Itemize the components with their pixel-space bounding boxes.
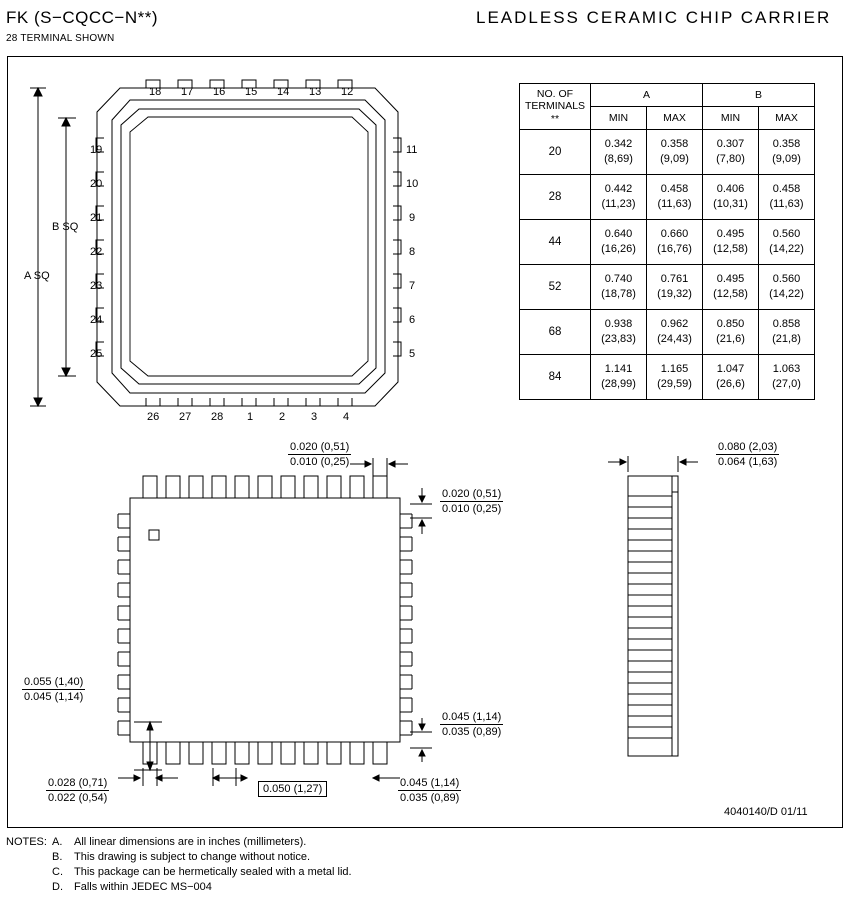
notes-block	[6, 836, 352, 896]
cell-b-max: 0.560 (14,22)	[759, 220, 815, 265]
cell-terminals: 52	[520, 265, 591, 310]
pin-label-right-10: 10	[406, 178, 419, 190]
drawing-number: 4040140/D 01/11	[724, 806, 808, 818]
cell-b-max: 0.560 (14,22)	[759, 265, 815, 310]
cell-a-max: 0.962 (24,43)	[647, 310, 703, 355]
table-header-terminals: NO. OF TERMINALS **	[520, 84, 591, 130]
table-row	[520, 355, 815, 400]
cell-a-min: 0.740 (18,78)	[591, 265, 647, 310]
cell-b-max: 0.358 (9,09)	[759, 130, 815, 175]
cell-terminals: 84	[520, 355, 591, 400]
table-header-group-b: B	[703, 84, 815, 107]
pin-label-bottom-27: 27	[179, 411, 192, 423]
pin-label-top-15: 15	[245, 86, 258, 98]
pin-label-bottom-4: 4	[343, 411, 350, 423]
table-subheader-b-min: MIN	[703, 107, 759, 130]
note-text: Falls within JEDEC MS−004	[74, 881, 212, 893]
pin-label-top-14: 14	[277, 86, 290, 98]
pin-label-right-11: 11	[406, 144, 418, 156]
page-subtitle: 28 TERMINAL SHOWN	[6, 33, 115, 44]
pin-label-right-9: 9	[409, 212, 416, 224]
package-type-title: LEADLESS CERAMIC CHIP CARRIER	[476, 8, 832, 27]
pin-label-bottom-28: 28	[211, 411, 224, 423]
note-key: D.	[52, 881, 63, 893]
pin-label-right-7: 7	[409, 280, 416, 292]
pin-label-right-6: 6	[409, 314, 416, 326]
cell-a-max: 0.358 (9,09)	[647, 130, 703, 175]
note-key: C.	[52, 866, 63, 878]
dimension-bottom-terminal-width: $\frac{0.028 (0,71)}{0.022 (0,54)}$	[48, 777, 108, 804]
cell-b-min: 1.047 (26,6)	[703, 355, 759, 400]
dimension-label-a-sq: A SQ	[24, 270, 50, 282]
cell-a-min: 0.442 (11,23)	[591, 175, 647, 220]
pin-label-right-8: 8	[409, 246, 416, 258]
side-view-drawing	[620, 456, 820, 776]
dimension-bottom-right-terminal: $\frac{0.045 (1,14)}{0.035 (0,89)}$	[400, 777, 460, 804]
pin-label-top-17: 17	[181, 86, 194, 98]
cell-terminals: 20	[520, 130, 591, 175]
cell-b-min: 0.307 (7,80)	[703, 130, 759, 175]
cell-b-min: 0.495 (12,58)	[703, 265, 759, 310]
cell-terminals: 44	[520, 220, 591, 265]
cell-a-min: 0.342 (8,69)	[591, 130, 647, 175]
pin-label-left-25: 25	[90, 348, 103, 360]
pin-label-left-20: 20	[90, 178, 103, 190]
dimension-table	[519, 83, 815, 400]
cell-b-max: 0.458 (11,63)	[759, 175, 815, 220]
note-text: This drawing is subject to change without notice.	[74, 851, 311, 863]
table-header-row	[520, 84, 815, 107]
pin-label-left-21: 21	[90, 212, 103, 224]
pin-label-left-22: 22	[90, 246, 103, 258]
table-subheader-b-max: MAX	[759, 107, 815, 130]
table-header-group-a: A	[591, 84, 703, 107]
cell-b-min: 0.406 (10,31)	[703, 175, 759, 220]
dimension-right-terminal-height: $\frac{0.045 (1,14)}{0.035 (0,89)}$	[442, 711, 502, 738]
note-text: All linear dimensions are in inches (millimeters).	[74, 836, 307, 848]
dimension-terminal-width-2: $\frac{0.020 (0,51)}{0.010 (0,25)}$	[442, 488, 502, 515]
note-key: B.	[52, 851, 63, 863]
note-text: This package can be hermetically sealed with a metal lid.	[74, 866, 352, 878]
notes-label: NOTES:	[6, 836, 47, 848]
cell-b-min: 0.495 (12,58)	[703, 220, 759, 265]
pin-label-bottom-1: 1	[247, 411, 254, 423]
pin-label-top-12: 12	[341, 86, 354, 98]
pin-label-top-13: 13	[309, 86, 322, 98]
dimension-terminal-width-1: $\frac{0.020 (0,51)}{0.010 (0,25)}$	[290, 441, 350, 468]
dimension-package-thickness: $\frac{0.080 (2,03)}{0.064 (1,63)}$	[718, 441, 778, 468]
table-subheader-a-max: MAX	[647, 107, 703, 130]
page-title: FK (S−CQCC−N**)	[6, 8, 159, 27]
top-view-drawing	[20, 80, 440, 430]
cell-a-min: 0.640 (16,26)	[591, 220, 647, 265]
pin-label-bottom-26: 26	[147, 411, 160, 423]
pin-label-left-23: 23	[90, 280, 103, 292]
cell-a-max: 0.660 (16,76)	[647, 220, 703, 265]
pin-label-left-19: 19	[90, 144, 103, 156]
pin-label-top-16: 16	[213, 86, 226, 98]
table-row	[520, 130, 815, 175]
table-row	[520, 310, 815, 355]
pin-label-bottom-3: 3	[311, 411, 318, 423]
cell-a-max: 0.458 (11,63)	[647, 175, 703, 220]
cell-b-max: 1.063 (27,0)	[759, 355, 815, 400]
cell-a-max: 0.761 (19,32)	[647, 265, 703, 310]
pin-label-bottom-2: 2	[279, 411, 286, 423]
dimension-terminal-pitch: 0.050 (1,27)	[258, 781, 327, 797]
cell-b-max: 0.858 (21,8)	[759, 310, 815, 355]
pin-label-top-18: 18	[149, 86, 162, 98]
cell-a-min: 0.938 (23,83)	[591, 310, 647, 355]
cell-b-min: 0.850 (21,6)	[703, 310, 759, 355]
table-row	[520, 175, 815, 220]
pin-label-left-24: 24	[90, 314, 103, 326]
dimension-left-terminal-height: $\frac{0.055 (1,40)}{0.045 (1,14)}$	[24, 676, 84, 703]
cell-a-min: 1.141 (28,99)	[591, 355, 647, 400]
table-row	[520, 220, 815, 265]
table-subheader-a-min: MIN	[591, 107, 647, 130]
cell-terminals: 68	[520, 310, 591, 355]
dimension-label-b-sq: B SQ	[52, 221, 79, 233]
table-row	[520, 265, 815, 310]
note-key: A.	[52, 836, 63, 848]
pin-label-right-5: 5	[409, 348, 416, 360]
cell-a-max: 1.165 (29,59)	[647, 355, 703, 400]
cell-terminals: 28	[520, 175, 591, 220]
